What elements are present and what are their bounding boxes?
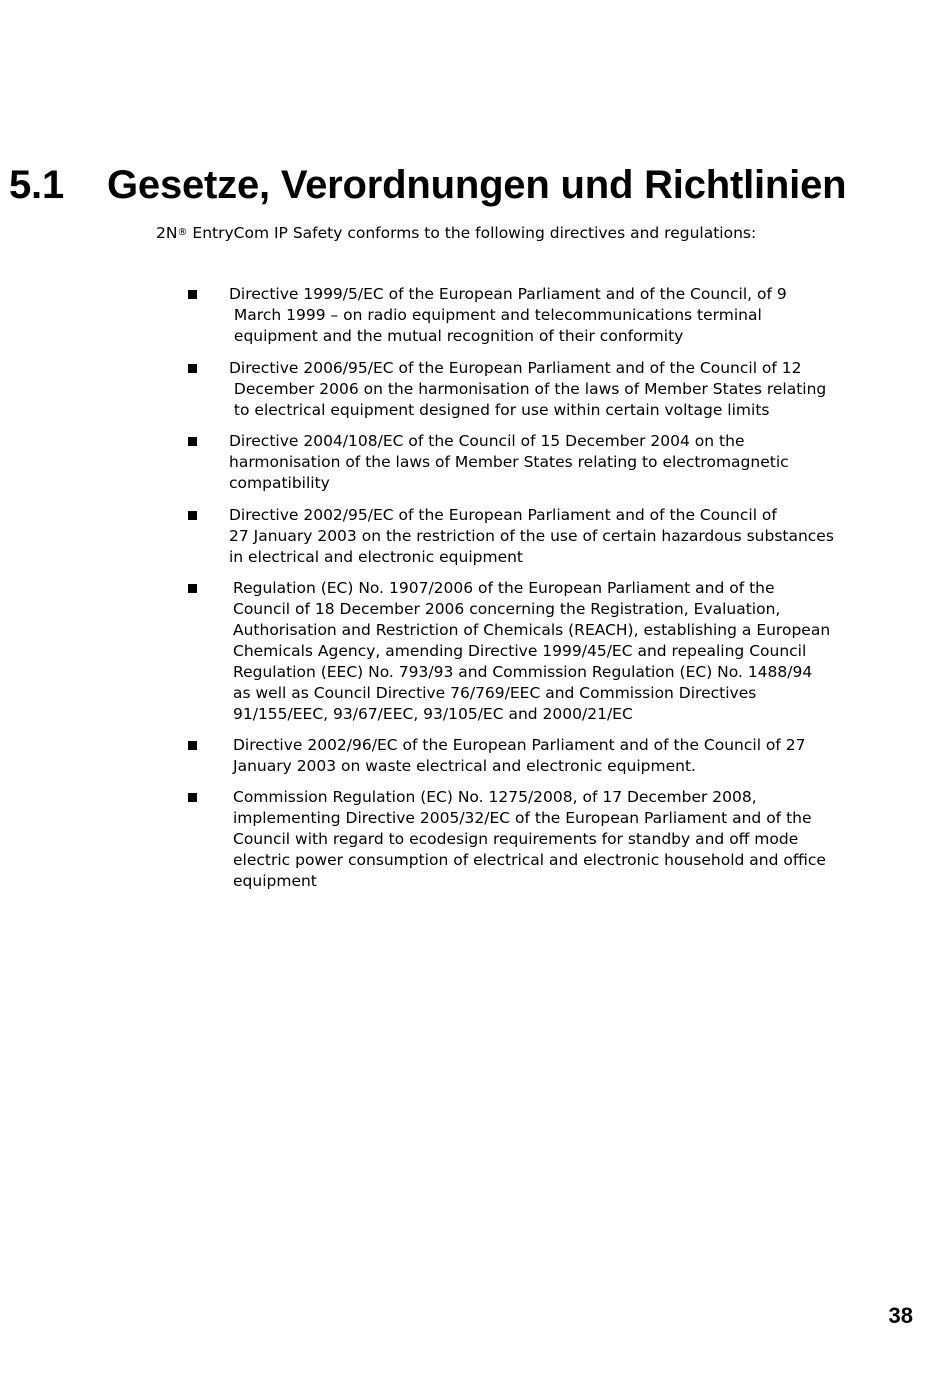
list-item-line: harmonisation of the laws of Member States relating to electromagnetic — [229, 453, 789, 471]
list-item-line: January 2003 on waste electrical and electronic equipment. — [233, 757, 696, 775]
section-number: 5.1 — [9, 162, 65, 207]
list-item-line: Directive 1999/5/EC of the European Parliament and of the Council, of 9 — [229, 285, 787, 303]
list-item-line: Chemicals Agency, amending Directive 1999/45/EC and repealing Council — [233, 642, 807, 660]
list-item-line: compatibility — [229, 474, 330, 492]
registered-mark: ® — [177, 227, 188, 238]
list-item-line: 27 January 2003 on the restriction of the use of certain hazardous substances — [229, 527, 834, 545]
list-item-line: December 2006 on the harmonisation of the laws of Member States relating — [229, 380, 827, 398]
list-item-line: Council of 18 December 2006 concerning the Registration, Evaluation, — [233, 600, 781, 618]
list-item-line: 91/155/EEC, 93/67/EEC, 93/105/EC and 2000/21/EC — [233, 705, 633, 723]
square-bullet-icon — [188, 364, 197, 373]
list-item-line: Regulation (EEC) No. 793/93 and Commission Regulation (EC) No. 1488/94 — [233, 663, 813, 681]
list-item-line: equipment and the mutual recognition of their conformity — [229, 327, 684, 345]
list-item-line: implementing Directive 2005/32/EC of the European Parliament and of the — [233, 809, 812, 827]
list-item-text — [229, 284, 787, 347]
square-bullet-icon — [188, 793, 197, 802]
section-heading — [9, 161, 846, 209]
list-item-line: March 1999 – on radio equipment and telecommunications terminal — [229, 306, 762, 324]
square-bullet-icon — [188, 437, 197, 446]
intro-text: EntryCom IP Safety conforms to the following directives and regulations: — [187, 224, 757, 242]
list-item-line: Directive 2006/95/EC of the European Parliament and of the Council of 12 — [229, 359, 802, 377]
intro-paragraph — [156, 222, 756, 247]
list-item-line: Regulation (EC) No. 1907/2006 of the European Parliament and of the — [233, 579, 775, 597]
section-title: Gesetze, Verordnungen und Richtlinien — [107, 162, 847, 207]
list-item-text — [233, 735, 806, 777]
square-bullet-icon — [188, 584, 197, 593]
list-item-text — [233, 787, 826, 892]
list-item-line: electric power consumption of electrical and electronic household and office — [233, 851, 826, 869]
list-item-text — [229, 431, 789, 494]
list-item-line: Commission Regulation (EC) No. 1275/2008, of 17 December 2008, — [233, 788, 757, 806]
list-item-line: Authorisation and Restriction of Chemicals (REACH), establishing a European — [233, 621, 831, 639]
square-bullet-icon — [188, 511, 197, 520]
list-item-text — [233, 578, 830, 725]
list-item-line: in electrical and electronic equipment — [229, 548, 524, 566]
list-item-text — [229, 505, 834, 568]
list-item-text — [229, 358, 826, 421]
list-item-line: to electrical equipment designed for use within certain voltage limits — [229, 401, 770, 419]
list-item-line: equipment — [233, 872, 317, 890]
product-name: 2N — [156, 224, 178, 242]
square-bullet-icon — [188, 741, 197, 750]
list-item-line: Directive 2004/108/EC of the Council of 15 December 2004 on the — [229, 432, 745, 450]
square-bullet-icon — [188, 290, 197, 299]
page-number: 38 — [888, 1303, 913, 1328]
list-item-line: Directive 2002/95/EC of the European Parliament and of the Council of — [229, 506, 777, 524]
list-item-line: Council with regard to ecodesign requirements for standby and off mode — [233, 830, 799, 848]
list-item-line: as well as Council Directive 76/769/EEC and Commission Directives — [233, 684, 757, 702]
list-item-line: Directive 2002/96/EC of the European Parliament and of the Council of 27 — [233, 736, 806, 754]
